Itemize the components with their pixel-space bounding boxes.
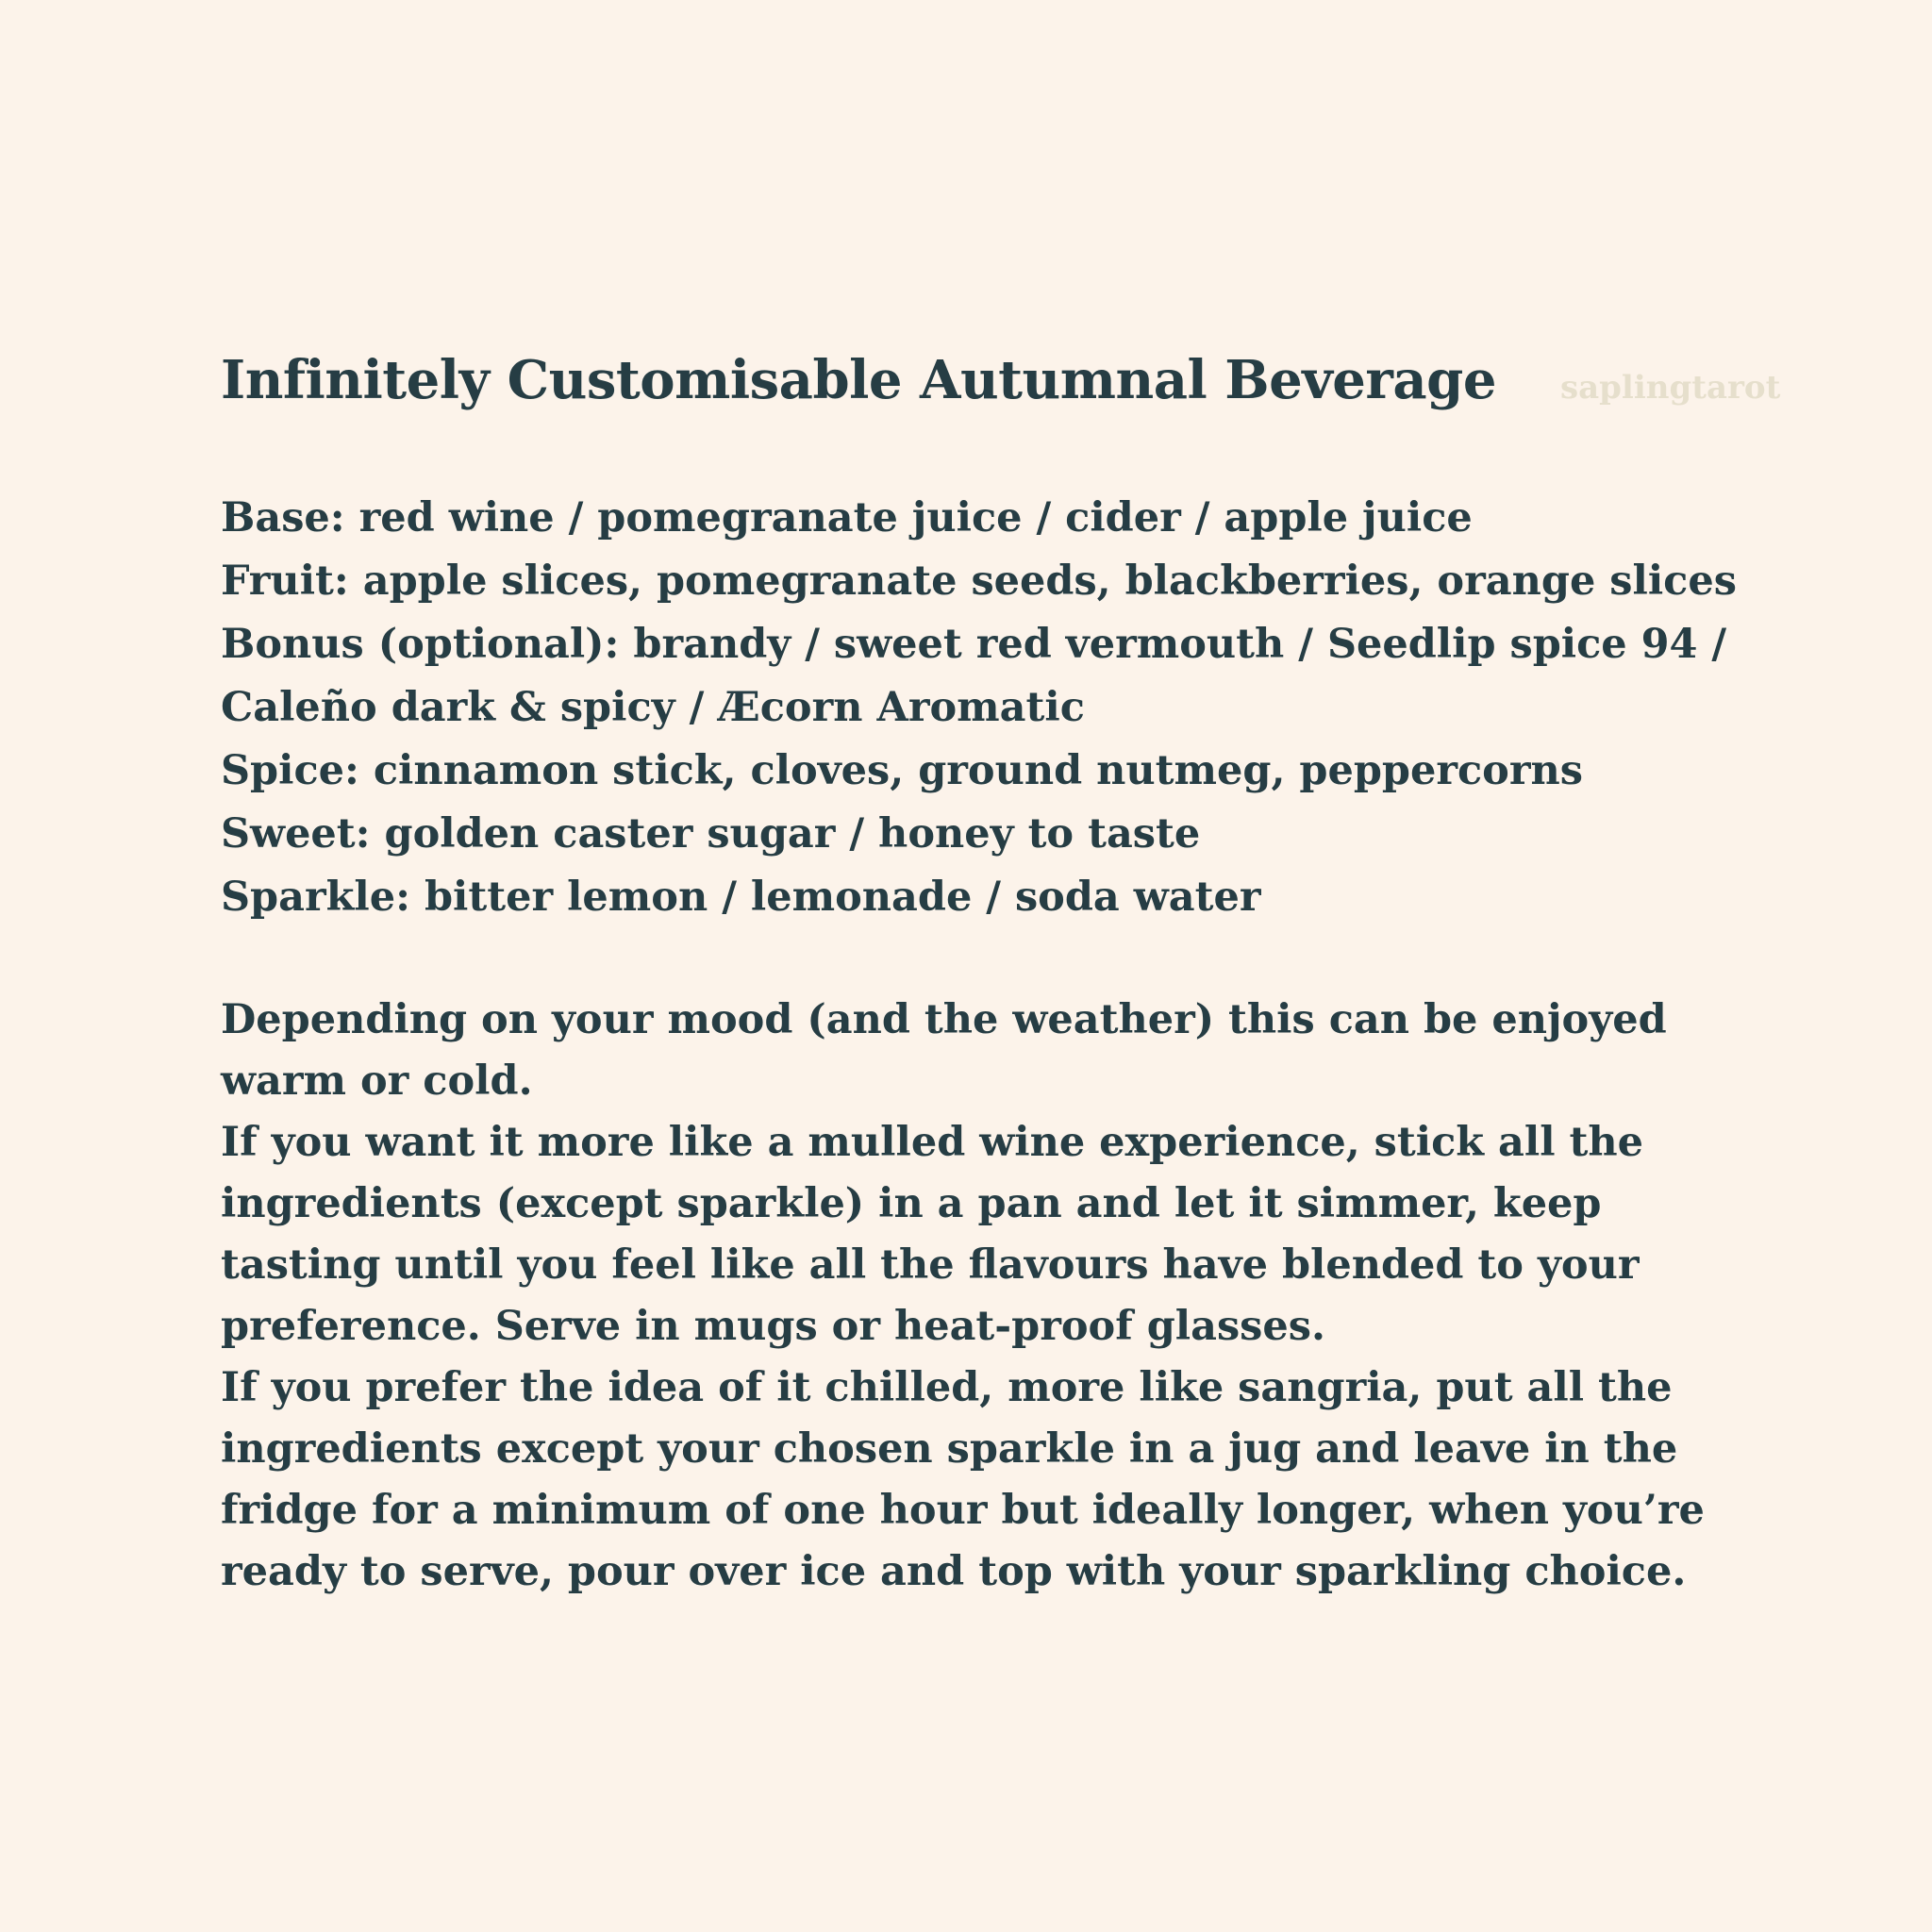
ingredient-label: Sweet: bbox=[221, 810, 371, 858]
ingredient-value: brandy / sweet red vermouth / Seedlip spice 94 / bbox=[633, 621, 1727, 668]
title-row bbox=[221, 349, 1781, 425]
ingredient-value: golden caster sugar / honey to taste bbox=[384, 810, 1201, 858]
ingredient-label: Sparkle: bbox=[221, 874, 410, 921]
ingredient-value: Caleño dark & spicy / Æcorn Aromatic bbox=[221, 684, 1085, 731]
ingredient-line-base bbox=[221, 487, 1730, 550]
instruction-paragraph: If you want it more like a mulled wine experience, stick all the ingredients (except sparkle) in a pan and let it simmer, keep tasting until you feel like all the flavours have blended to your preference. Serve in mugs or heat-proof glasses. bbox=[221, 1119, 1644, 1350]
ingredient-label: Base: bbox=[221, 494, 345, 541]
ingredient-label: Fruit: bbox=[221, 558, 349, 605]
instruction-paragraph: If you prefer the idea of it chilled, more like sangria, put all the ingredients except your chosen sparkle in a jug and leave in the fridge for a minimum of one hour but ideally longer, when you’re ready to serve, pour over ice and top with your sparkling choice. bbox=[221, 1364, 1705, 1595]
instruction-paragraph: Depending on your mood (and the weather) this can be enjoyed warm or cold. bbox=[221, 996, 1667, 1105]
ingredient-line-sparkle bbox=[221, 866, 1730, 929]
ingredient-line-bonus-continued bbox=[221, 676, 1730, 740]
ingredient-value: apple slices, pomegranate seeds, blackberries, orange slices bbox=[362, 558, 1737, 605]
ingredient-label: Bonus (optional): bbox=[221, 621, 620, 668]
ingredients-list bbox=[221, 487, 1737, 929]
ingredient-value: bitter lemon / lemonade / soda water bbox=[424, 874, 1261, 921]
ingredient-value: cinnamon stick, cloves, ground nutmeg, peppercorns bbox=[373, 747, 1583, 794]
ingredient-line-bonus bbox=[221, 613, 1730, 676]
ingredient-value: red wine / pomegranate juice / cider / apple juice bbox=[358, 494, 1473, 541]
instructions bbox=[221, 990, 1721, 1603]
ingredient-line-sweet bbox=[221, 803, 1730, 866]
ingredient-line-spice bbox=[221, 740, 1730, 803]
watermark: saplingtarot bbox=[1559, 369, 1781, 407]
ingredient-line-fruit bbox=[221, 550, 1737, 613]
recipe-card bbox=[221, 349, 1781, 1603]
ingredient-label: Spice: bbox=[221, 747, 359, 794]
recipe-title: Infinitely Customisable Autumnal Beverage bbox=[221, 349, 1496, 411]
